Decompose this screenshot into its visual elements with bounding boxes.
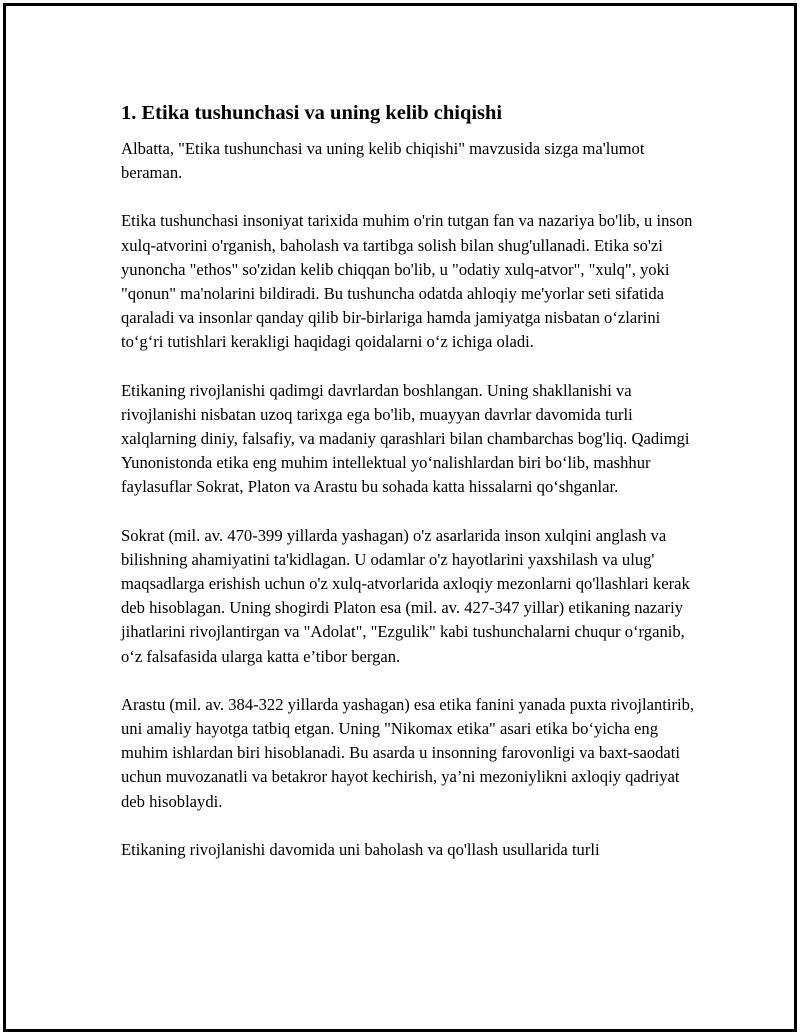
paragraph-continuation: Etikaning rivojlanishi davomida uni baholash va qo'llash usullarida turli <box>121 839 600 859</box>
document-body <box>121 98 701 886</box>
paragraph-intro: Albatta, "Etika tushunchasi va uning kelib chiqishi" mavzusida sizga ma'lumot beraman. <box>121 139 645 183</box>
page-frame <box>3 3 797 1032</box>
document-title: 1. Etika tushunchasi va uning kelib chiqishi <box>121 102 503 124</box>
paragraph-history: Etikaning rivojlanishi qadimgi davrlardan boshlangan. Uning shakllanishi va rivojlanishi nisbatan uzoq tarixga ega bo'lib, muayyan davrlar davomida turli xalqlarning diniy, falsafiy, va madaniy qarashlari bilan chambarchas bog'liq. Qadimgi Yunonistonda etika eng muhim intellektual yo‘nalishlardan biri bo‘lib, mashhur faylasuflar Sokrat, Platon va Arastu bu sohada katta hissalarni qo‘shganlar. <box>121 380 690 497</box>
paragraph-definition: Etika tushunchasi insoniyat tarixida muhim o'rin tutgan fan va nazariya bo'lib, u inson xulq-atvorini o'rganish, baholash va tartibga solish bilan shug'ullanadi. Etika so'zi yunoncha "ethos" so'zidan kelib chiqqan bo'lib, u "odatiy xulq-atvor", "xulq", yoki "qonun" ma'nolarini bildiradi. Bu tushuncha odatda ahloqiy me'yorlar seti sifatida qaraladi va insonlar qanday qilib bir-birlariga hamda jamiyatga nisbatan o‘zlarini to‘g‘ri tutishlari kerakligi haqidagi qoidalarni o‘z ichiga oladi. <box>121 211 693 352</box>
paragraph-aristotle: Arastu (mil. av. 384-322 yillarda yashagan) esa etika fanini yanada puxta rivojlantirib, uni amaliy hayotga tatbiq etgan. Uning "Nikomax etika" asari etika bo‘yicha eng muhim ishlardan biri hisoblanadi. Bu asarda u insonning farovonligi va baxt-saodati uchun muvozanatli va betakror hayot kechirish, ya’ni mezoniylikni axloqiy qadriyat deb hisoblaydi. <box>121 694 695 811</box>
paragraph-socrates-plato: Sokrat (mil. av. 470-399 yillarda yashagan) o'z asarlarida inson xulqini anglash va bilishning ahamiyatini ta'kidlagan. U odamlar o'z hayotlarini yaxshilash va ulug' maqsadlarga erishish uchun o'z xulq-atvorlarida axloqiy mezonlarni qo'llashlari kerak deb hisoblagan. Uning shogirdi Platon esa (mil. av. 427-347 yillar) etikaning nazariy jihatlarini rivojlantirgan va "Adolat", "Ezgulik" kabi tushunchalarni chuqur o‘rganib, o‘z falsafasida ularga katta e’tibor bergan. <box>121 525 690 666</box>
